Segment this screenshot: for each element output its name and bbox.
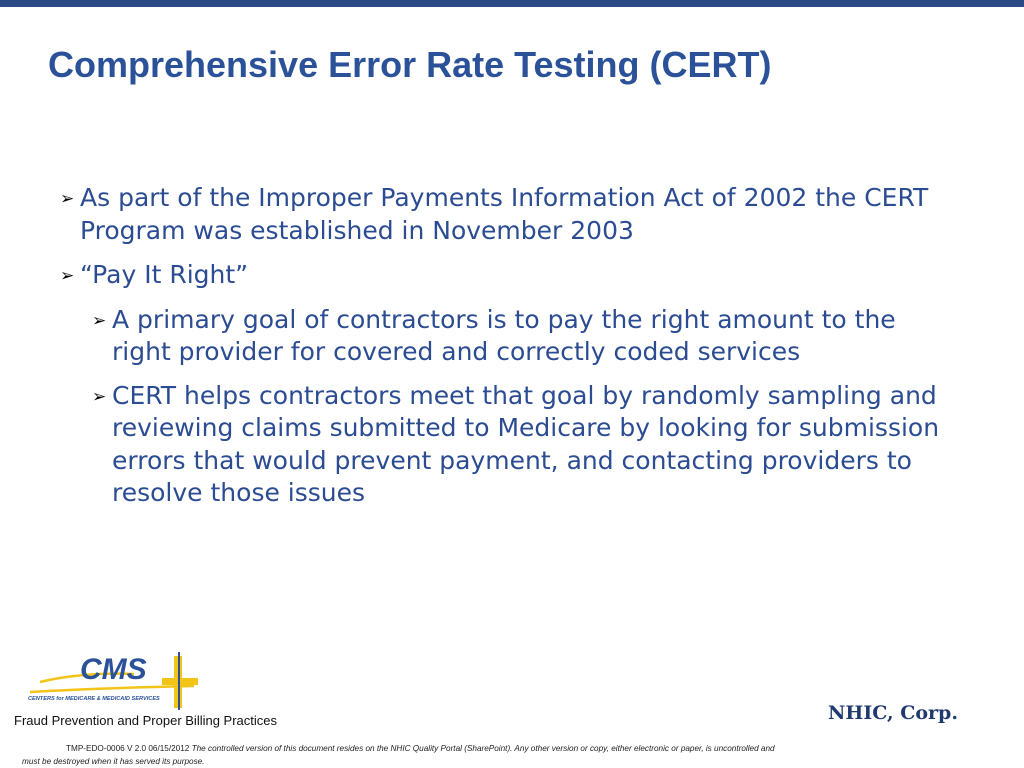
top-accent-bar <box>0 0 1024 7</box>
disclaimer-line-2 <box>22 755 982 768</box>
bullet-list <box>60 182 940 521</box>
bullet-text: “Pay It Right” <box>80 260 249 289</box>
disclaimer-line-1 <box>22 742 982 755</box>
bullet-item <box>60 182 940 247</box>
document-id: TMP-EDO-0006 V 2.0 06/15/2012 <box>66 744 190 753</box>
disclaimer-text: The controlled version of this document resides on the NHIC Quality Portal (SharePoint). Any other version or copy, either electronic or paper, is uncontrolled and <box>191 744 775 753</box>
footer-disclaimer <box>22 742 982 768</box>
slide-title: Comprehensive Error Rate Testing (CERT) <box>48 44 772 85</box>
arrow-bullet-icon: ➢ <box>92 386 107 407</box>
cms-logo-text: CMS <box>80 653 147 686</box>
bullet-text: A primary goal of contractors is to pay the right amount to the right provider for covered and correctly coded services <box>112 304 896 366</box>
arrow-bullet-icon: ➢ <box>60 189 75 209</box>
sub-bullet-item <box>92 380 940 510</box>
nhic-logo: NHIC, Corp. <box>828 702 958 724</box>
disclaimer-text: must be destroyed when it has served its purpose. <box>22 757 205 766</box>
arrow-bullet-icon: ➢ <box>60 266 75 286</box>
sub-bullet-item <box>92 304 940 369</box>
cms-logo <box>22 648 202 714</box>
cms-logo-subtitle: CENTERS for MEDICARE & MEDICAID SERVICES <box>28 696 160 702</box>
bullet-item <box>60 259 940 292</box>
bullet-text: As part of the Improper Payments Information Act of 2002 the CERT Program was established in November 2003 <box>80 183 929 245</box>
bullet-text: CERT helps contractors meet that goal by randomly sampling and reviewing claims submitted to Medicare by looking for submission errors that would prevent payment, and contacting providers to resolve those issues <box>112 380 940 507</box>
footer-title: Fraud Prevention and Proper Billing Practices <box>14 713 278 728</box>
arrow-bullet-icon: ➢ <box>92 310 107 331</box>
